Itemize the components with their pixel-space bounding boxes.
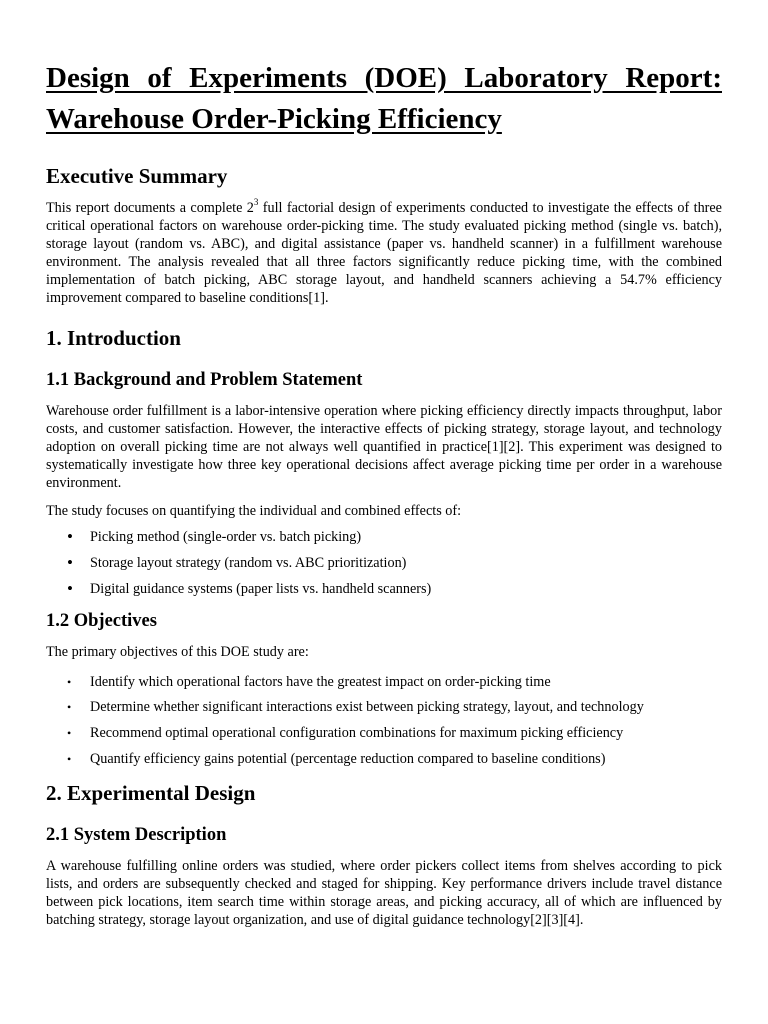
list-item bbox=[46, 554, 722, 572]
executive-summary-paragraph bbox=[46, 199, 722, 307]
list-item-text: Determine whether significant interactions exist between picking strategy, layout, and technology bbox=[90, 699, 644, 716]
objectives-intro-paragraph: The primary objectives of this DOE study are: bbox=[46, 643, 309, 660]
list-item bbox=[46, 528, 722, 546]
focus-intro-paragraph: The study focuses on quantifying the individual and combined effects of: bbox=[46, 503, 462, 519]
background-paragraph: Warehouse order fulfillment is a labor-intensive operation where picking efficiency directly impacts throughput, labor costs, and customer satisfaction. However, the interactive effects of picking strategy, storage layout, and technology adoption on overall picking time are not always well quantified in practice[1][2]. This experiment was designed to systematically investigate how three key operational decisions affect average picking time per order in a warehouse environment. bbox=[46, 403, 722, 491]
bullet-icon: • bbox=[67, 674, 72, 689]
section-2-1-heading: 2.1 System Description bbox=[46, 824, 227, 845]
section-2-heading: 2. Experimental Design bbox=[46, 780, 256, 805]
bullet-icon: • bbox=[67, 578, 73, 598]
list-item bbox=[46, 698, 722, 716]
list-item-text: Quantify efficiency gains potential (percentage reduction compared to baseline conditions) bbox=[90, 750, 606, 767]
report-title-line-2: Warehouse Order-Picking Efficiency bbox=[46, 103, 502, 135]
list-item-text: Identify which operational factors have the greatest impact on order-picking time bbox=[90, 673, 551, 690]
list-item-text: Recommend optimal operational configuration combinations for maximum picking efficiency bbox=[90, 725, 624, 742]
executive-summary-heading: Executive Summary bbox=[46, 164, 228, 188]
report-title bbox=[46, 58, 722, 140]
objectives-list bbox=[46, 673, 722, 768]
section-1-2-heading: 1.2 Objectives bbox=[46, 610, 157, 631]
list-item-text: Storage layout strategy (random vs. ABC prioritization) bbox=[90, 554, 407, 571]
list-item bbox=[46, 673, 722, 691]
list-item bbox=[46, 724, 722, 742]
executive-summary-text-rest: full factorial design of experiments conducted to investigate the effects of three critical operational factors on warehouse order-picking time. The study evaluated picking method (single vs. batch), storage layout (random vs. ABC), and digital assistance (paper vs. handheld scanner) in a fulfillment warehouse environment. The analysis revealed that all three factors significantly reduce picking time, with the combined implementation of batch picking, ABC storage layout, and handheld scanners achieving a 54.7% efficiency improvement compared to baseline conditions[1]. bbox=[46, 200, 722, 306]
bullet-icon: • bbox=[67, 527, 73, 546]
bullet-icon: • bbox=[67, 700, 72, 715]
bullet-icon: • bbox=[67, 726, 72, 741]
list-item-text: Digital guidance systems (paper lists vs. handheld scanners) bbox=[90, 580, 432, 597]
executive-summary-text-start: This report documents a complete 2 bbox=[46, 200, 254, 216]
section-1-1-heading: 1.1 Background and Problem Statement bbox=[46, 370, 363, 390]
list-item bbox=[46, 580, 722, 598]
bullet-icon: • bbox=[67, 552, 73, 572]
section-1-heading: 1. Introduction bbox=[46, 326, 181, 350]
factorial-exponent: 3 bbox=[253, 197, 259, 208]
list-item bbox=[46, 750, 722, 768]
factor-list bbox=[46, 528, 722, 598]
bullet-icon: • bbox=[67, 751, 72, 766]
list-item-text: Picking method (single-order vs. batch picking) bbox=[90, 529, 362, 545]
report-title-line-1: Design of Experiments (DOE) Laboratory Report: bbox=[46, 62, 722, 94]
system-description-paragraph: A warehouse fulfilling online orders was studied, where order pickers collect items from shelves according to pick lists, and orders are subsequently checked and staged for shipping. Key performance drivers include travel distance between pick locations, item search time within storage areas, and picking accuracy, all of which are influenced by batching strategy, storage layout organization, and use of digital guidance technology[2][3][4]. bbox=[46, 857, 722, 928]
